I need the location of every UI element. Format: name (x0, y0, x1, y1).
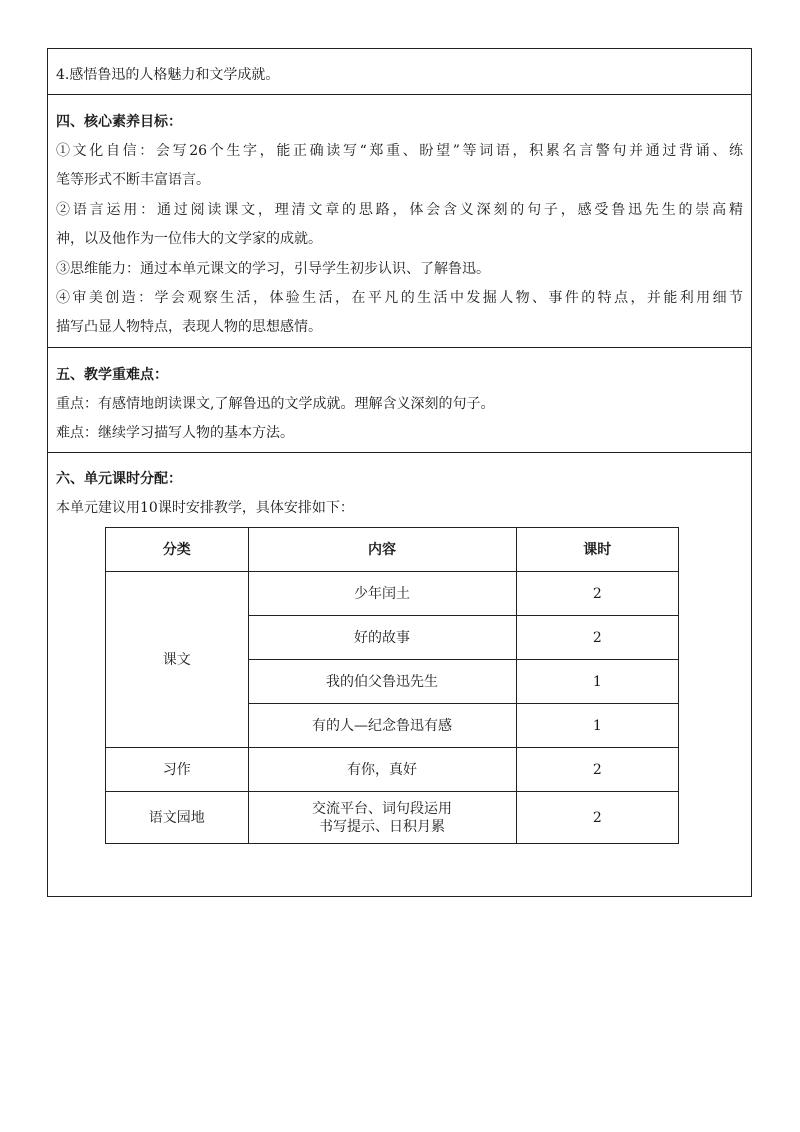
core-goal-line: ④审美创造：学会观察生活，体验生活，在平凡的生活中发掘人物、事件的特点，并能利用细节 (56, 290, 743, 306)
table-row (106, 572, 679, 616)
table-header-row (106, 528, 679, 572)
core-goal-line: 神，以及他作为一位伟大的文学家的成就。 (56, 231, 322, 247)
table-row (106, 792, 679, 844)
core-goal-line: 笔等形式不断丰富语言。 (56, 172, 210, 188)
content-cell: 好的故事 (248, 616, 516, 660)
category-cell: 习作 (106, 748, 249, 792)
content-line: 书写提示、日积月累 (319, 818, 446, 835)
section-heading-schedule: 六、单元课时分配： (56, 471, 182, 487)
hours-cell: 1 (516, 660, 678, 704)
core-goal-line: 描写凸显人物特点，表现人物的思想感情。 (56, 319, 322, 335)
key-point-text: 重点：有感情地朗读课文,了解鲁迅的文学成就。理解含义深刻的句子。 (56, 396, 495, 412)
header-category: 分类 (106, 528, 249, 572)
table-row (106, 748, 679, 792)
content-cell: 有你，真好 (248, 748, 516, 792)
core-goal-line: ①文化自信：会写26个生字，能正确读写“郑重、盼望”等词语，积累名言警句并通过背诵、练 (56, 143, 743, 159)
schedule-intro: 本单元建议用10课时安排教学，具体安排如下： (56, 500, 354, 516)
header-content: 内容 (248, 528, 516, 572)
content-cell: 少年闰土 (248, 572, 516, 616)
core-goal-line: ②语言运用：通过阅读课文，理清文章的思路，体会含义深刻的句子，感受鲁迅先生的崇高精 (56, 202, 743, 218)
content-line: 交流平台、词句段运用 (312, 800, 453, 817)
section-heading-key-points: 五、教学重难点： (56, 367, 168, 383)
difficulty-text: 难点：继续学习描写人物的基本方法。 (56, 425, 294, 441)
category-cell: 语文园地 (106, 792, 249, 844)
hours-cell: 1 (516, 704, 678, 748)
document-frame (47, 48, 752, 897)
section-divider (48, 347, 751, 348)
objective-item-4: 4.感悟鲁迅的人格魅力和文学成就。 (56, 67, 280, 83)
hours-cell: 2 (516, 748, 678, 792)
content-cell: 有的人—纪念鲁迅有感 (248, 704, 516, 748)
content-cell: 我的伯父鲁迅先生 (248, 660, 516, 704)
section-divider (48, 452, 751, 453)
category-cell: 课文 (106, 572, 249, 748)
lesson-schedule-table (105, 527, 679, 844)
section-heading-core-goals: 四、核心素养目标： (56, 114, 182, 130)
core-goal-line: ③思维能力：通过本单元课文的学习，引导学生初步认识、了解鲁迅。 (56, 261, 490, 277)
content-cell (248, 792, 516, 844)
hours-cell: 2 (516, 792, 678, 844)
hours-cell: 2 (516, 616, 678, 660)
hours-cell: 2 (516, 572, 678, 616)
section-divider (48, 94, 751, 95)
header-hours: 课时 (516, 528, 678, 572)
